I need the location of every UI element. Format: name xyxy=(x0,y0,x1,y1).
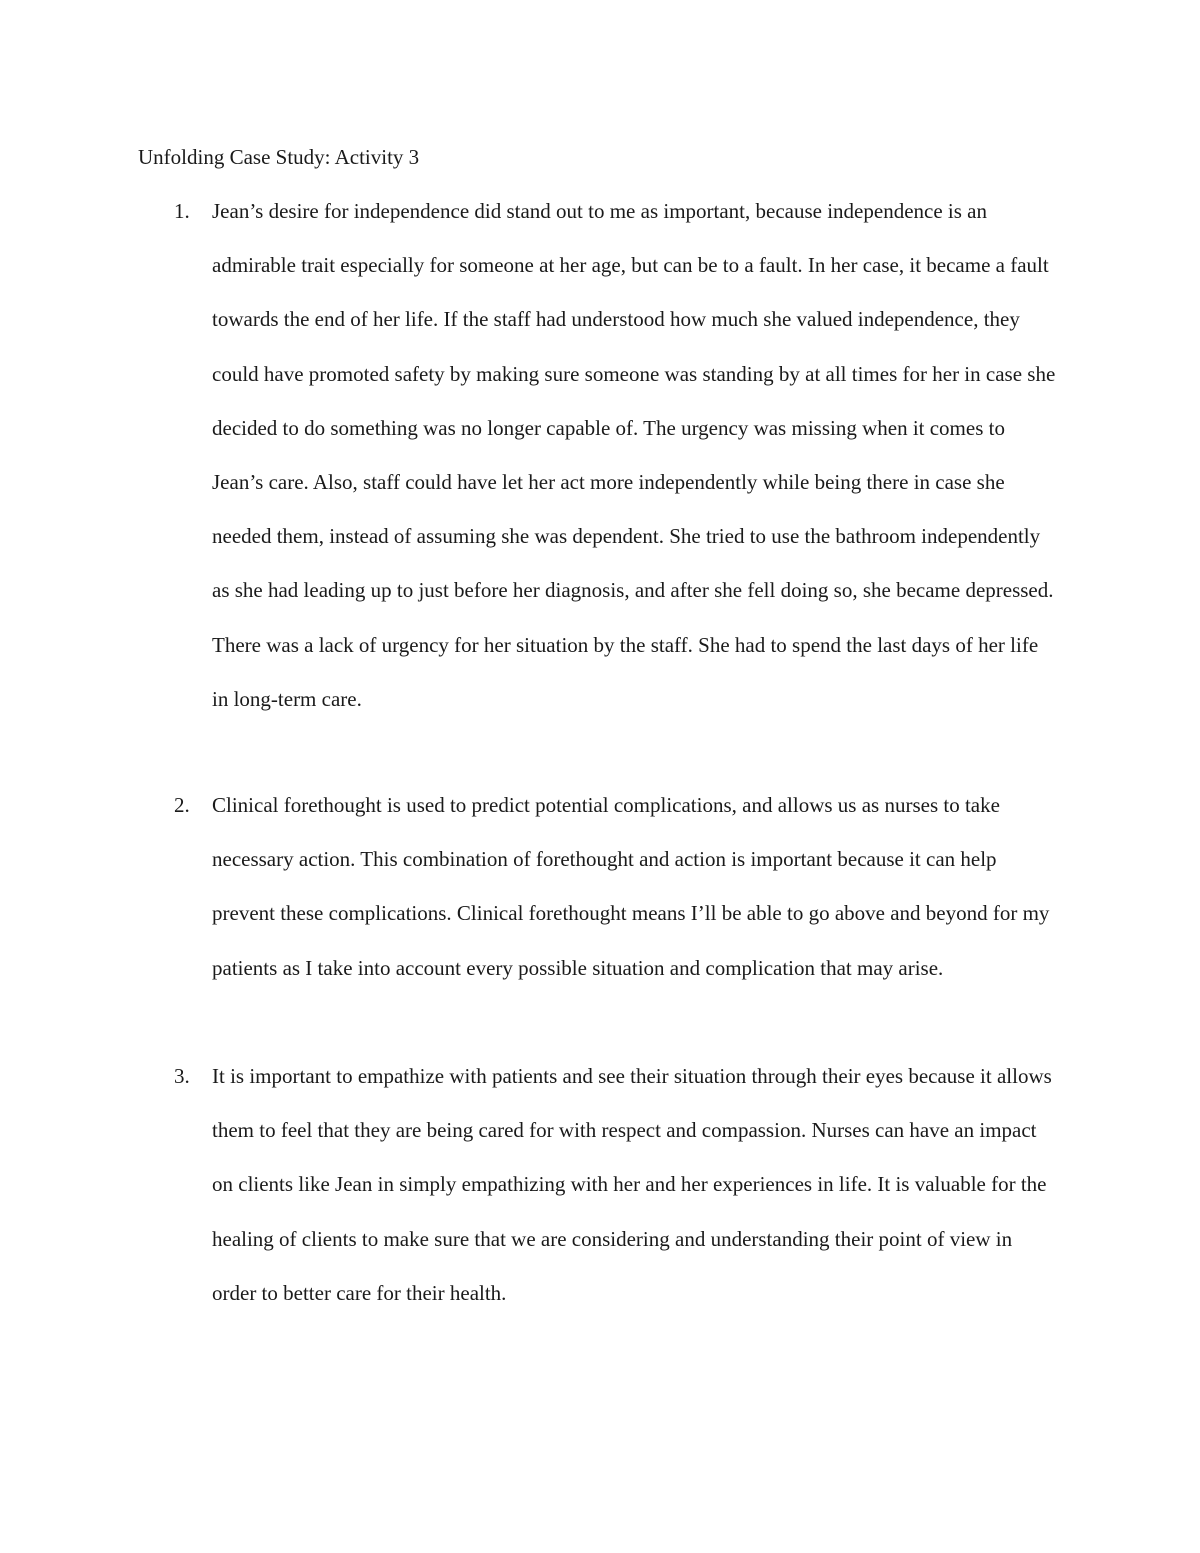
document-title: Unfolding Case Study: Activity 3 xyxy=(138,145,420,169)
list-item xyxy=(138,184,1058,726)
list-item-text: Clinical forethought is used to predict potential complications, and allows us as nurses to take necessary action. This combination of forethought and action is important because it can help prevent these complications. Clinical forethought means I’ll be able to go above and beyond for my patients as I take into account every possible situation and complication that may arise. xyxy=(212,793,1050,980)
list-item xyxy=(138,778,1058,995)
list-item-number: 2. xyxy=(174,793,190,817)
list-item-text: Jean’s desire for independence did stand out to me as important, because independence is an admirable trait especially for someone at her age, but can be to a fault. In her case, it became a fault towards the end of her life. If the staff had understood how much she valued independence, they could have promoted safety by making sure someone was standing by at all times for her in case she decided to do something was no longer capable of. The urgency was missing when it comes to Jean’s care. Also, staff could have let her act more independently while being there in case she needed them, instead of assuming she was dependent. She tried to use the bathroom independently as she had leading up to just before her diagnosis, and after she fell doing so, she became depressed. There was a lack of urgency for her situation by the staff. She had to spend the last days of her life in long-term care. xyxy=(212,199,1056,711)
list-item-number: 3. xyxy=(174,1064,190,1088)
list-item xyxy=(138,1049,1058,1320)
list-item-text: It is important to empathize with patients and see their situation through their eyes because it allows them to feel that they are being cared for with respect and compassion. Nurses can have an impact on clients like Jean in simply empathizing with her and her experiences in life. It is valuable for the healing of clients to make sure that we are considering and understanding their point of view in order to better care for their health. xyxy=(212,1064,1052,1305)
list-item-number: 1. xyxy=(174,199,190,223)
